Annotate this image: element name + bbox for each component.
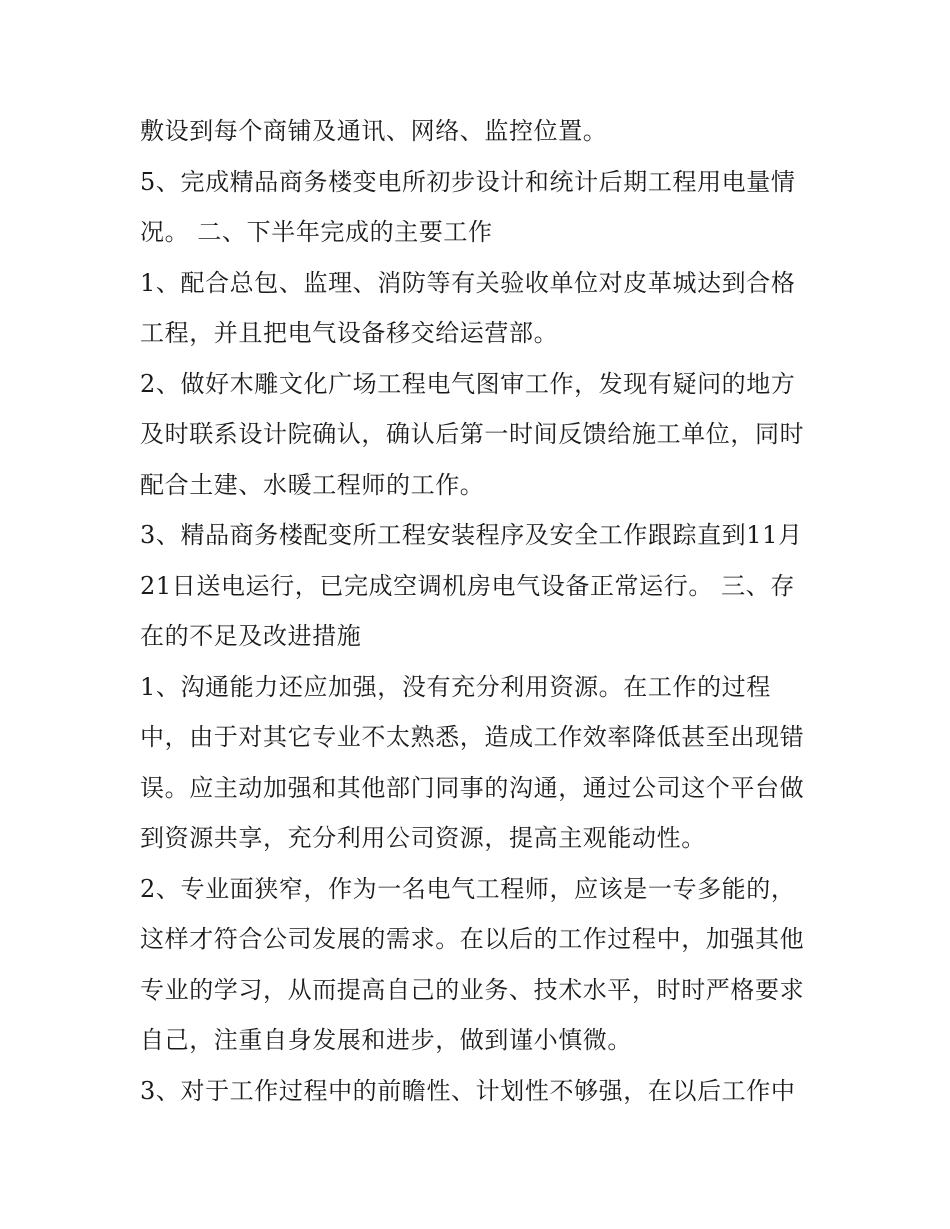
text-line: 自己，注重自身发展和进步，做到谨小慎微。 bbox=[140, 1026, 632, 1054]
text-line: 1、沟通能力还应加强，没有充分利用资源。在工作的过程 bbox=[140, 672, 771, 701]
text-line: 及时联系设计院确认，确认后第一时间反馈给施工单位，同时 bbox=[140, 420, 805, 448]
text-line: 1、配合总包、监理、消防等有关验收单位对皮革城达到合格 bbox=[140, 268, 796, 297]
text-line: 到资源共享，充分利用公司资源，提高主观能动性。 bbox=[140, 824, 706, 852]
text-line: 3、对于工作过程中的前瞻性、计划性不够强，在以后工作中 bbox=[140, 1076, 796, 1105]
text-line: 5、完成精品商务楼变电所初步设计和统计后期工程用电量情 bbox=[140, 167, 796, 196]
text-line: 工程，并且把电气设备移交给运营部。 bbox=[140, 319, 559, 347]
text-line: 3、精品商务楼配变所工程安装程序及安全工作跟踪直到11月 bbox=[140, 521, 803, 549]
text-line: 这样才符合公司发展的需求。在以后的工作过程中，加强其他 bbox=[140, 925, 805, 953]
text-line: 况。 二、下半年完成的主要工作 bbox=[140, 218, 493, 246]
text-line: 误。应主动加强和其他部门同事的沟通，通过公司这个平台做 bbox=[140, 773, 805, 802]
text-line: 2、做好木雕文化广场工程电气图审工作，发现有疑问的地方 bbox=[140, 369, 796, 398]
document-body bbox=[140, 106, 820, 1116]
text-line: 配合土建、水暖工程师的工作。 bbox=[140, 470, 485, 499]
text-line: 中，由于对其它专业不太熟悉，造成工作效率降低甚至出现错 bbox=[140, 723, 805, 751]
text-line: 21日送电运行，已完成空调机房电气设备正常运行。 三、存 bbox=[140, 571, 795, 600]
text-line: 2、专业面狭窄，作为一名电气工程师，应该是一专多能的， bbox=[140, 874, 796, 903]
text-line: 在的不足及改进措施 bbox=[140, 622, 362, 650]
text-line: 敷设到每个商铺及通讯、网络、监控位置。 bbox=[140, 117, 608, 145]
text-line: 专业的学习，从而提高自己的业务、技术水平，时时严格要求 bbox=[140, 975, 805, 1004]
